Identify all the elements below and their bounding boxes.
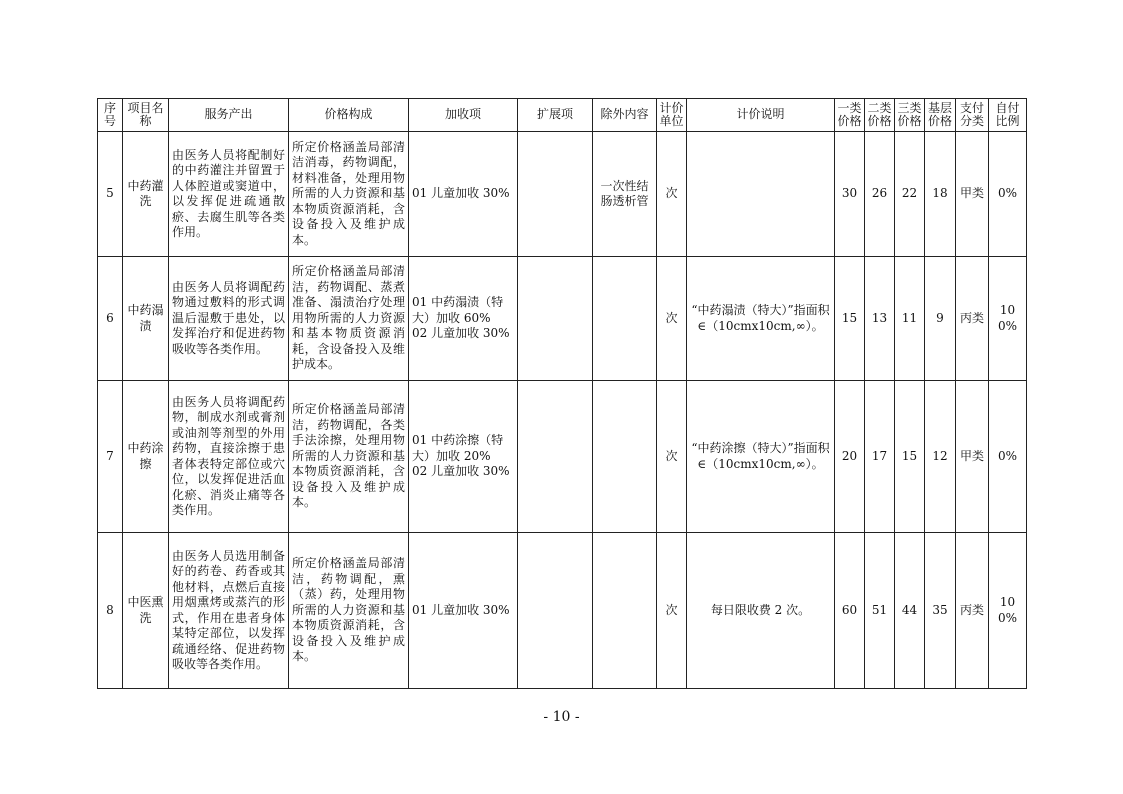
row-self-ratio: 0% — [989, 381, 1027, 533]
row-self-ratio: 100% — [989, 257, 1027, 381]
row-price1: 60 — [835, 533, 865, 689]
row-price3: 44 — [895, 533, 925, 689]
row-excluded — [593, 257, 657, 381]
header-extension: 扩展项 — [518, 99, 593, 132]
header-name: 项目名称 — [123, 99, 169, 132]
row-price3: 22 — [895, 132, 925, 257]
table-row — [98, 132, 1027, 257]
row-name: 中药灌洗 — [123, 132, 169, 257]
row-note — [687, 132, 835, 257]
header-surcharge: 加收项 — [409, 99, 518, 132]
price-table — [97, 98, 1027, 689]
row-price-composition: 所定价格涵盖局部清洁，药物调配，熏（蒸）药，处理用物所需的人力资源和基本物质资源消耗，含设备投入及维护成本。 — [289, 533, 409, 689]
header-pay-category: 支付分类 — [956, 99, 989, 132]
row-extension — [518, 381, 593, 533]
row-price-composition: 所定价格涵盖局部清洁消毒，药物调配，材料准备，处理用物所需的人力资源和基本物质资源消耗，含设备投入及维护成本。 — [289, 132, 409, 257]
row-no: 5 — [98, 132, 123, 257]
row-output: 由医务人员将调配药物，制成水剂或膏剂或油剂等剂型的外用药物，直接涂擦于患者体表特定部位或穴位，以发挥促进活血化瘀、消炎止痛等各类作用。 — [169, 381, 289, 533]
row-name: 中医熏洗 — [123, 533, 169, 689]
row-price-composition: 所定价格涵盖局部清洁，药物调配、蒸煮准备、溻渍治疗处理用物所需的人力资源和基本物质资源消耗，含设备投入及维护成本。 — [289, 257, 409, 381]
row-extension — [518, 132, 593, 257]
row-name: 中药涂擦 — [123, 381, 169, 533]
row-name: 中药溻渍 — [123, 257, 169, 381]
row-excluded — [593, 381, 657, 533]
row-price-base: 18 — [925, 132, 956, 257]
row-surcharge: 01 儿童加收 30% — [409, 132, 518, 257]
row-pay-category: 丙类 — [956, 257, 989, 381]
table-row — [98, 257, 1027, 381]
row-output: 由医务人员将调配药物通过敷料的形式调温后湿敷于患处，以发挥治疗和促进药物吸收等各类作用。 — [169, 257, 289, 381]
row-pay-category: 甲类 — [956, 381, 989, 533]
row-price2: 17 — [865, 381, 895, 533]
row-note: “中药溻渍（特大）”指面积∈（10cmx10cm,∞）。 — [687, 257, 835, 381]
row-price2: 51 — [865, 533, 895, 689]
row-price-composition: 所定价格涵盖局部清洁，药物调配，各类手法涂擦，处理用物所需的人力资源和基本物质资源消耗，含设备投入及维护成本。 — [289, 381, 409, 533]
header-price2: 二类价格 — [865, 99, 895, 132]
row-pay-category: 甲类 — [956, 132, 989, 257]
row-price-base: 12 — [925, 381, 956, 533]
row-price3: 15 — [895, 381, 925, 533]
row-surcharge: 01 中药溻渍（特大）加收 60% 02 儿童加收 30% — [409, 257, 518, 381]
header-unit: 计价单位 — [657, 99, 687, 132]
header-price1: 一类价格 — [835, 99, 865, 132]
row-price1: 20 — [835, 381, 865, 533]
row-unit: 次 — [657, 132, 687, 257]
row-price1: 30 — [835, 132, 865, 257]
header-no: 序号 — [98, 99, 123, 132]
header-row — [98, 99, 1027, 132]
page-number: - 10 - — [543, 709, 580, 725]
row-excluded: 一次性结肠透析管 — [593, 132, 657, 257]
row-note: 每日限收费 2 次。 — [687, 533, 835, 689]
row-no: 8 — [98, 533, 123, 689]
table-row — [98, 533, 1027, 689]
row-no: 7 — [98, 381, 123, 533]
row-unit: 次 — [657, 381, 687, 533]
row-price2: 26 — [865, 132, 895, 257]
row-output: 由医务人员选用制备好的药卷、药香或其他材料，点燃后直接用烟熏烤或蒸汽的形式，作用在患者身体某特定部位，以发挥疏通经络、促进药物吸收等各类作用。 — [169, 533, 289, 689]
table-row — [98, 381, 1027, 533]
row-price1: 15 — [835, 257, 865, 381]
row-surcharge: 01 中药涂擦（特大）加收 20% 02 儿童加收 30% — [409, 381, 518, 533]
row-price2: 13 — [865, 257, 895, 381]
row-price-base: 35 — [925, 533, 956, 689]
header-price-base: 基层价格 — [925, 99, 956, 132]
row-output: 由医务人员将配制好的中药灌注并留置于人体腔道或窦道中，以发挥促进疏通散瘀、去腐生肌等各类作用。 — [169, 132, 289, 257]
header-note: 计价说明 — [687, 99, 835, 132]
header-price3: 三类价格 — [895, 99, 925, 132]
row-self-ratio: 100% — [989, 533, 1027, 689]
row-extension — [518, 533, 593, 689]
header-excluded: 除外内容 — [593, 99, 657, 132]
row-self-ratio: 0% — [989, 132, 1027, 257]
row-price3: 11 — [895, 257, 925, 381]
header-price-composition: 价格构成 — [289, 99, 409, 132]
row-extension — [518, 257, 593, 381]
row-unit: 次 — [657, 533, 687, 689]
header-self-ratio: 自付比例 — [989, 99, 1027, 132]
row-surcharge: 01 儿童加收 30% — [409, 533, 518, 689]
row-price-base: 9 — [925, 257, 956, 381]
row-excluded — [593, 533, 657, 689]
row-unit: 次 — [657, 257, 687, 381]
header-output: 服务产出 — [169, 99, 289, 132]
row-note: “中药涂擦（特大）”指面积∈（10cmx10cm,∞）。 — [687, 381, 835, 533]
row-no: 6 — [98, 257, 123, 381]
row-pay-category: 丙类 — [956, 533, 989, 689]
